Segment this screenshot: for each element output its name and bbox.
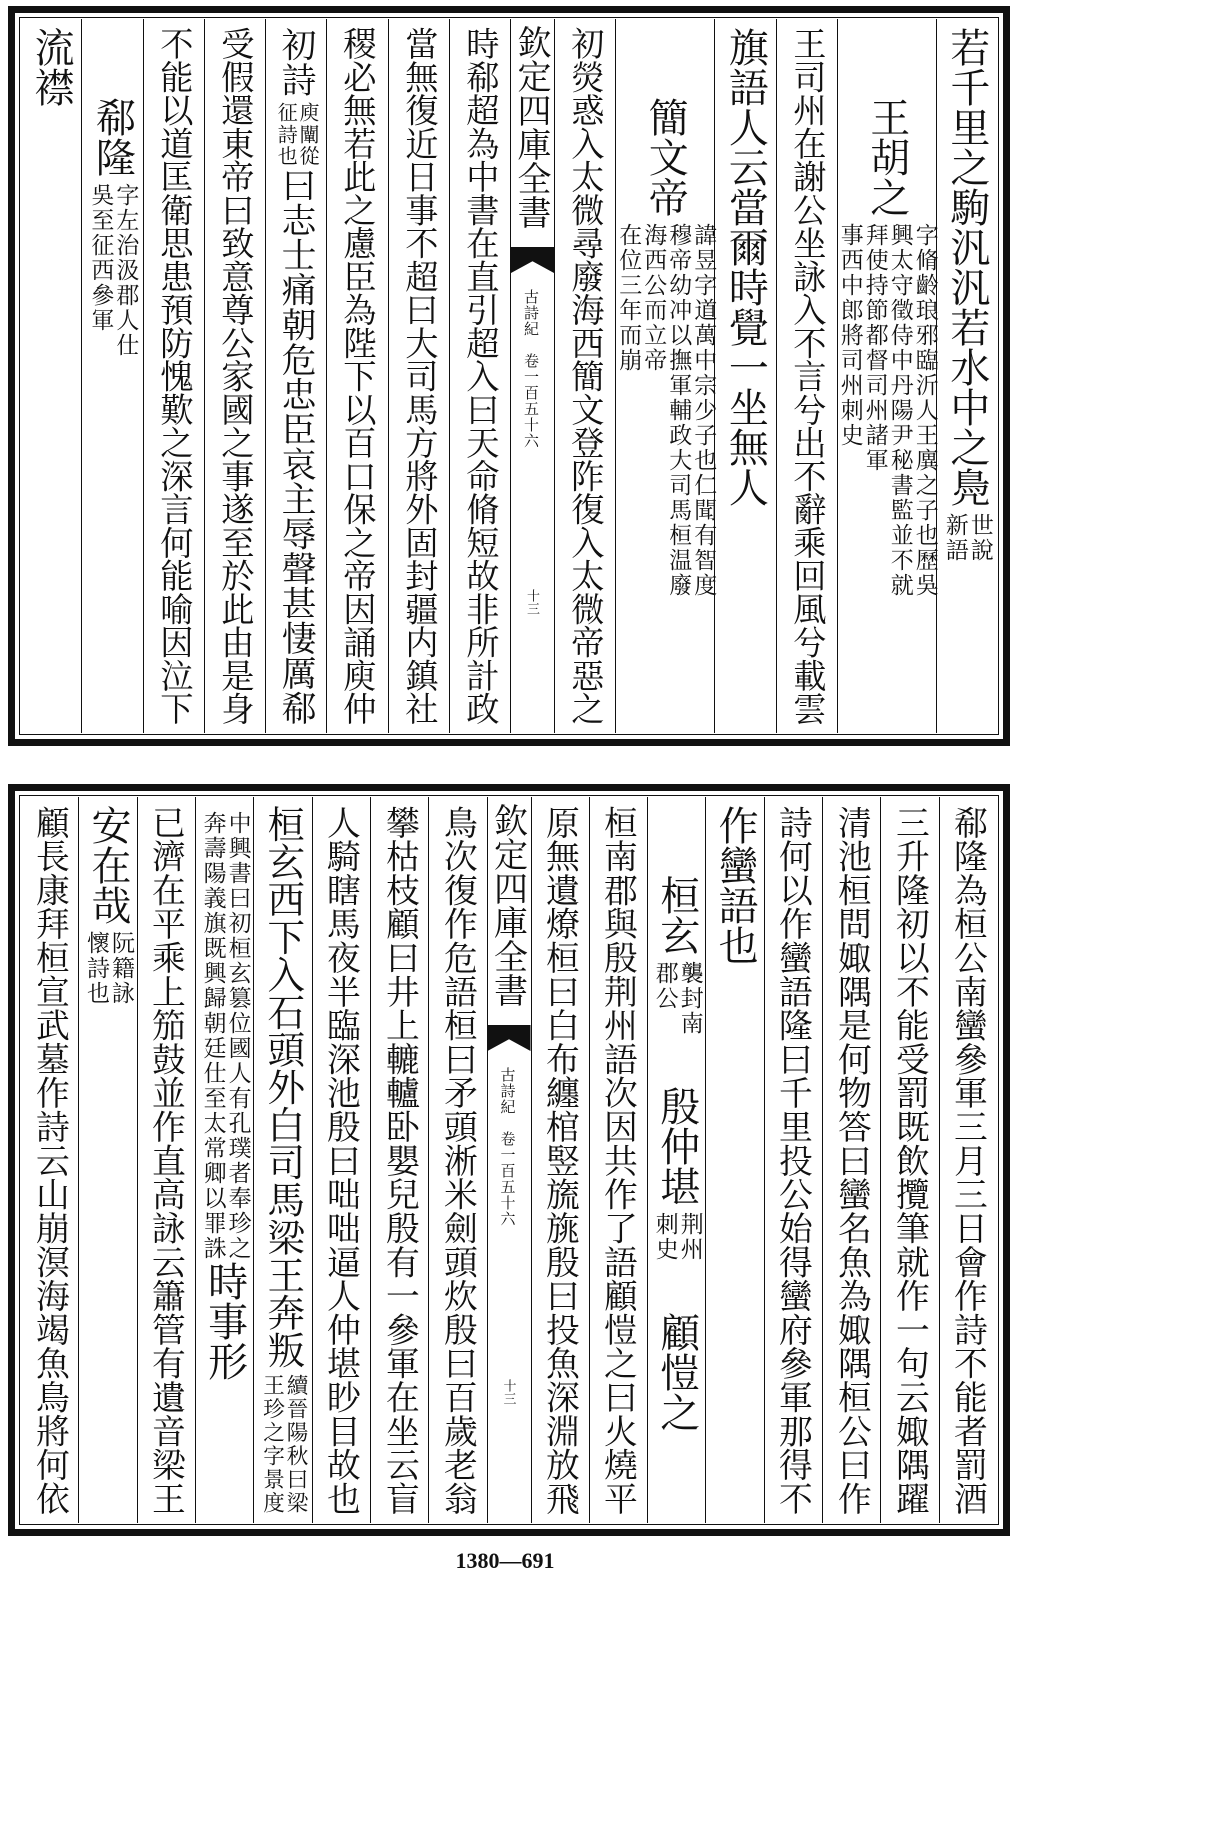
fish-tail-mark: [511, 247, 554, 273]
main-text: 王司州在謝公坐詠入不言兮出不辭乘回風兮載雲: [787, 27, 826, 725]
column-content: [566, 27, 605, 725]
text-column: [312, 797, 370, 1523]
column-content: [30, 805, 70, 1515]
column-content: [460, 27, 499, 725]
column-content: [722, 27, 769, 725]
annotation-line: 征詩也: [274, 101, 297, 168]
text-column: [81, 19, 142, 733]
annotation-line: 庾闡從: [296, 101, 319, 168]
annotation-line: 刺史: [651, 1212, 678, 1262]
text-column: [449, 19, 510, 733]
top-page: [8, 6, 1010, 746]
column-content: [832, 805, 872, 1515]
text-column: [880, 797, 938, 1523]
column-content: [773, 805, 813, 1515]
page-number-footer: 1380—691: [455, 1548, 555, 1573]
main-text: 清池桓問娵隅是何物答曰蠻名魚為娵隅桓公曰作: [832, 805, 872, 1515]
text-column: [615, 19, 717, 733]
main-text: 初熒惑入太微尋廢海西簡文登阼復入太微帝惡之: [566, 27, 605, 725]
author-name: 桓玄: [653, 875, 700, 955]
annotation-line: 字左治汲郡人仕: [112, 183, 139, 358]
main-text: 受假還東帝曰致意尊公家國之事遂至於此由是身: [215, 27, 254, 725]
column-content: [890, 805, 930, 1515]
main-text: 三升隆初以不能受罰既飲攬筆就作一句云娵隅躍: [890, 805, 930, 1515]
annotation-line: 郡公: [651, 961, 678, 1011]
author-name: 顧愷之: [653, 1312, 700, 1432]
text-column: [939, 797, 997, 1523]
main-text: 桓玄西下入石頭外白司馬梁王奔叛: [261, 805, 305, 1369]
annotation-line: 阮籍詠: [107, 931, 134, 1006]
main-text: 原無遺燎桓曰白布纏棺竪旒旐殷曰投魚深淵放飛: [540, 805, 580, 1515]
annotation-block: [653, 961, 701, 1036]
annotation-block: [943, 513, 991, 563]
annotation-block: [84, 931, 132, 1006]
annotation-line: 拜使持節都督司州諸軍: [861, 223, 888, 473]
text-column: [370, 797, 428, 1523]
text-column: [647, 797, 705, 1523]
main-text: 不能以道匡衛思患預防愧歎之深言何能喻因泣下: [154, 27, 193, 725]
annotation-line: 奔壽陽義旗既興歸朝廷仕至太常卿以罪誅: [199, 811, 226, 1261]
text-column: [21, 19, 81, 733]
text-column: [428, 797, 486, 1523]
text-column: [705, 797, 763, 1523]
annotation-line: 事西中郎將司州刺史: [836, 223, 863, 448]
column-content: [154, 27, 193, 725]
annotation-line: 荆州: [676, 1212, 703, 1262]
text-column: [589, 797, 647, 1523]
annotation-line: 中興書曰初桓玄篡位國人有孔璞者奉珍之: [224, 811, 251, 1261]
fish-tail-mark: [488, 1025, 531, 1051]
annotation-line: 諱昱字道萬中宗少子也仁聞有智度: [690, 223, 717, 598]
main-text: 安在哉: [84, 805, 131, 925]
text-column: [143, 19, 204, 733]
column-content: [948, 805, 988, 1515]
text-column: [388, 19, 449, 733]
annotation-line: 在位三年而崩: [615, 223, 642, 373]
folio-number: 十三: [524, 589, 539, 615]
main-text: 時郗超為中書在直引超入曰天命脩短故非所計政: [460, 27, 499, 725]
column-content: [712, 805, 759, 1515]
annotation-block: [615, 223, 717, 598]
annotation-block: [838, 223, 936, 598]
main-text: 詩何以作蠻語隆曰千里投公始得蠻府參軍那得不: [773, 805, 813, 1515]
main-text: 作蠻語也: [712, 805, 759, 965]
annotation-line: 王珍之字景度: [259, 1374, 284, 1515]
main-text: 若千里之駒汎汎若水中之鳧: [943, 27, 990, 507]
annotation-block: [653, 1212, 701, 1262]
annotation-line: 字脩齡琅邪臨沂人王廙之子也歷吳: [911, 223, 938, 598]
main-text: 流襟: [28, 27, 75, 107]
main-text-continued: 曰志士痛朝危忠臣哀主辱聲甚悽厲郗: [276, 167, 317, 726]
column-content: [321, 805, 361, 1515]
text-column: [326, 19, 387, 733]
text-column: [764, 797, 822, 1523]
column-content: [653, 805, 701, 1515]
column-content: [146, 805, 186, 1515]
column-content: [215, 27, 254, 725]
column-content: [399, 27, 438, 725]
main-text: 當無復近日事不超曰大司馬方將外固封疆内鎮社: [399, 27, 438, 725]
column-content: [380, 805, 419, 1515]
annotation-line: 吳至征西參軍: [87, 183, 114, 333]
text-column: [21, 797, 78, 1523]
column-content: [615, 27, 717, 725]
main-text-continued: 時事形: [201, 1261, 248, 1381]
column-content: [599, 805, 638, 1515]
text-column: [78, 797, 136, 1523]
author-name: 王胡之: [863, 97, 910, 217]
text-column: [776, 19, 837, 733]
bottom-page: [8, 784, 1010, 1536]
text-column: [265, 19, 326, 733]
main-text: 旗語人云當爾時覺一坐無人: [722, 27, 769, 507]
text-column: [137, 797, 195, 1523]
column-content: [259, 805, 308, 1515]
column-content: [540, 805, 580, 1515]
text-column: [531, 797, 589, 1523]
column-content: [787, 27, 826, 725]
annotation-line: 續晉陽秋曰梁: [282, 1374, 308, 1515]
annotation-line: 新語: [941, 513, 968, 563]
annotation-block: [201, 811, 249, 1261]
column-content: [201, 805, 249, 1515]
bottom-columns: [21, 797, 997, 1523]
main-text: 鳥次復作危語桓曰矛頭淅米劍頭炊殷曰百歲老翁: [438, 805, 478, 1515]
column-content: [338, 27, 377, 725]
center-fold-column: [487, 797, 531, 1523]
text-column: [822, 797, 880, 1523]
column-content: [84, 805, 132, 1515]
main-text: 已濟在平乘上笳鼓並作直高詠云簫管有遺音梁王: [146, 805, 186, 1515]
top-columns: [21, 19, 997, 733]
annotation-line: 懷詩也: [82, 931, 109, 1006]
center-fold-column: [510, 19, 554, 733]
book-title: 欽定四庫全書: [511, 25, 551, 229]
text-column: [554, 19, 615, 733]
main-text: 顧長康拜桓宣武墓作詩云山崩溟海竭魚鳥將何依: [30, 805, 70, 1515]
annotation-line: 海西公而立帝: [640, 223, 667, 373]
book-title: 欽定四庫全書: [487, 803, 528, 1007]
main-text: 桓南郡與殷荆州語次因共作了語顧愷之曰火燒平: [599, 805, 638, 1515]
text-column: [837, 19, 936, 733]
text-column: [253, 797, 311, 1523]
annotation-line: 襲封南: [676, 961, 703, 1036]
column-content: [943, 27, 991, 725]
main-text: 攀枯枝顧曰井上轆轤卧嬰兒殷有一參軍在坐云盲: [380, 805, 419, 1515]
volume-label: 古詩紀 卷一百五十六: [522, 289, 540, 449]
annotation-block: [87, 183, 139, 358]
main-text: 人騎瞎馬夜半臨深池殷曰咄咄逼人仲堪眇目故也: [321, 805, 361, 1515]
column-content: [838, 27, 936, 725]
folio-number: 十三: [500, 1379, 516, 1405]
volume-label: 古詩紀 卷一百五十六: [498, 1067, 517, 1227]
text-column: [204, 19, 265, 733]
main-text: 郗隆為桓公南蠻參軍三月三日會作詩不能者罰酒: [948, 805, 988, 1515]
text-column: [936, 19, 997, 733]
annotation-block: [275, 102, 317, 167]
author-name: 簡文帝: [642, 97, 689, 217]
annotation-line: 穆帝幼冲以撫軍輔政大司馬桓温廢: [665, 223, 692, 598]
column-content: [87, 27, 139, 725]
text-column: [195, 797, 253, 1523]
main-text: 稷必無若此之慮臣為陛下以百口保之帝因誦庾仲: [338, 27, 377, 725]
column-content: [438, 805, 478, 1515]
annotation-line: 興太守徵侍中丹陽尹秘書監並不就: [886, 223, 913, 598]
annotation-block: [259, 1374, 308, 1515]
main-text: 初詩: [276, 27, 317, 97]
text-column: [714, 19, 775, 733]
author-name: 郗隆: [89, 97, 136, 177]
author-name: 殷仲堪: [653, 1086, 700, 1206]
column-content: [28, 27, 75, 725]
annotation-line: 世說: [966, 513, 993, 563]
column-content: [274, 27, 319, 726]
